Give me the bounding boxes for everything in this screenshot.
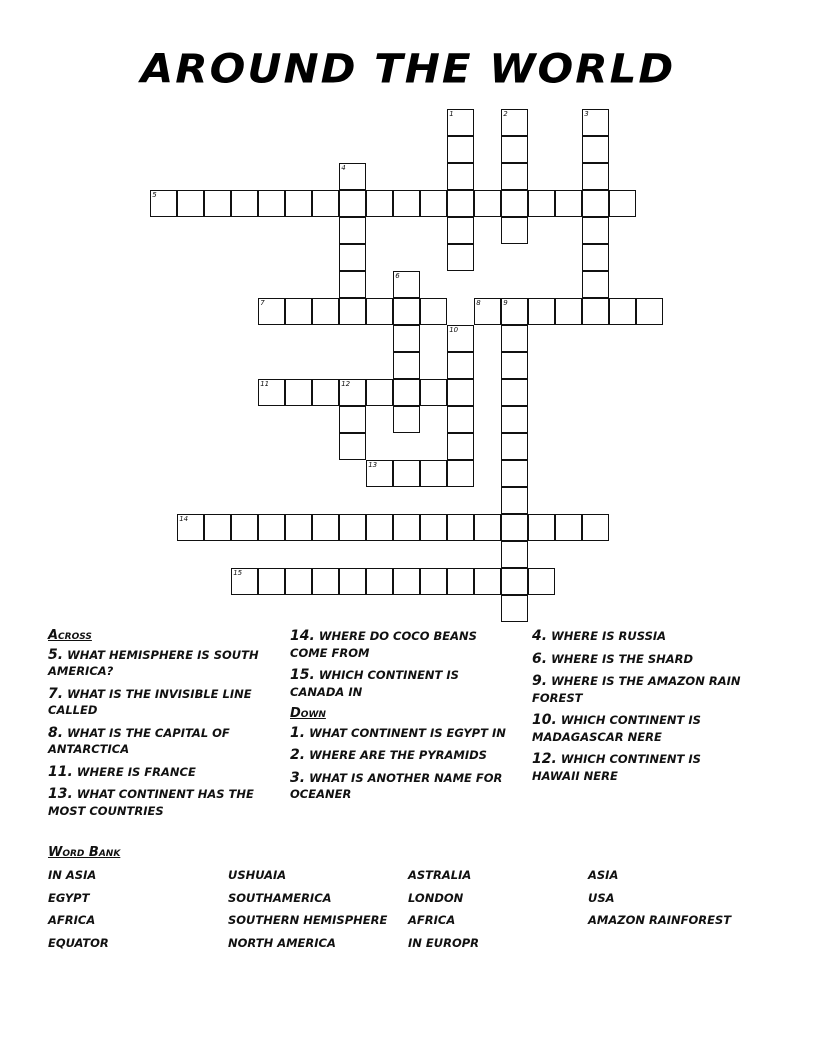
crossword-cell[interactable] <box>420 379 447 406</box>
clue-number: 13. <box>48 786 73 802</box>
clue-text: WHICH CONTINENT IS MADAGASCAR NERE <box>532 713 701 744</box>
crossword-cell[interactable] <box>393 406 420 433</box>
crossword-cell[interactable] <box>231 514 258 541</box>
clue-down-6 <box>532 651 752 668</box>
crossword-cell[interactable] <box>528 190 555 217</box>
crossword-cell[interactable] <box>582 271 609 298</box>
clue-number: 2. <box>290 747 306 763</box>
clue-number: 4. <box>532 628 548 644</box>
cell-number: 1 <box>449 110 454 119</box>
crossword-cell[interactable] <box>420 298 447 325</box>
crossword-cell[interactable] <box>285 514 312 541</box>
word-bank-item: AFRICA <box>408 913 456 928</box>
clue-text: WHAT IS THE INVISIBLE LINE CALLED <box>48 686 252 717</box>
crossword-cell[interactable] <box>177 190 204 217</box>
crossword-cell[interactable] <box>528 568 555 595</box>
clues-column-2 <box>290 628 510 809</box>
crossword-cell[interactable] <box>258 298 285 325</box>
crossword-cell[interactable] <box>501 406 528 433</box>
word-bank-item <box>588 936 768 959</box>
cell-number: 12 <box>341 380 351 389</box>
clue-text: WHAT HEMISPHERE IS SOUTH AMERICA? <box>48 647 259 678</box>
crossword-cell[interactable] <box>447 460 474 487</box>
clue-down-12 <box>532 751 752 784</box>
across-header: Across <box>48 628 92 643</box>
crossword-cell[interactable] <box>312 379 339 406</box>
crossword-cell[interactable] <box>582 190 609 217</box>
crossword-cell[interactable] <box>393 190 420 217</box>
crossword-cell[interactable] <box>447 109 474 136</box>
clue-text: WHICH CONTINENT IS HAWAII NERE <box>532 752 701 783</box>
clue-across-7 <box>48 686 273 719</box>
crossword-cell[interactable] <box>285 379 312 406</box>
cell-number: 4 <box>341 164 346 173</box>
crossword-cell[interactable] <box>501 217 528 244</box>
clue-text: WHERE IS RUSSIA <box>551 629 667 643</box>
crossword-cell[interactable] <box>339 298 366 325</box>
crossword-cell[interactable] <box>447 136 474 163</box>
crossword-cell[interactable] <box>447 379 474 406</box>
crossword-cell[interactable] <box>339 217 366 244</box>
word-bank-item: EQUATOR <box>48 935 109 950</box>
clue-across-8 <box>48 725 273 758</box>
crossword-cell[interactable] <box>420 568 447 595</box>
crossword-cell[interactable] <box>501 514 528 541</box>
crossword-cell[interactable] <box>204 190 231 217</box>
word-bank-item: USHUAIA <box>228 868 287 882</box>
crossword-cell[interactable] <box>474 568 501 595</box>
crossword-cell[interactable] <box>312 514 339 541</box>
clue-number: 5. <box>48 646 64 663</box>
crossword-cell[interactable] <box>339 568 366 595</box>
crossword-cell[interactable] <box>447 406 474 433</box>
crossword-cell[interactable] <box>420 460 447 487</box>
crossword-cell[interactable] <box>501 460 528 487</box>
clue-across-13 <box>48 786 273 819</box>
crossword-cell[interactable] <box>447 163 474 190</box>
crossword-cell[interactable] <box>420 514 447 541</box>
clue-across-14 <box>290 628 510 661</box>
crossword-cell[interactable] <box>447 217 474 244</box>
word-bank-item: SOUTHAMERICA <box>228 890 332 905</box>
crossword-cell[interactable] <box>501 109 528 136</box>
clue-text: WHERE IS THE SHARD <box>551 651 694 666</box>
crossword-cell[interactable] <box>501 595 528 622</box>
crossword-cell[interactable] <box>474 514 501 541</box>
crossword-cell[interactable] <box>177 514 204 541</box>
crossword-cell[interactable] <box>339 379 366 406</box>
clue-down-9 <box>532 673 752 706</box>
cell-number: 13 <box>368 461 378 470</box>
crossword-cell[interactable] <box>447 433 474 460</box>
clue-down-4 <box>532 628 752 645</box>
cell-number: 2 <box>503 110 508 119</box>
crossword-cell[interactable] <box>312 298 339 325</box>
word-bank-item: USA <box>588 890 615 905</box>
word-bank-header: Word Bank <box>48 845 121 860</box>
word-bank-item: ASTRALIA <box>408 868 472 882</box>
clue-down-3 <box>290 770 510 803</box>
crossword-cell[interactable] <box>312 190 339 217</box>
crossword-cell[interactable] <box>636 298 663 325</box>
clue-number: 6. <box>532 650 548 667</box>
crossword-cell[interactable] <box>339 514 366 541</box>
crossword-cell[interactable] <box>366 190 393 217</box>
crossword-grid <box>151 110 691 630</box>
crossword-cell[interactable] <box>285 298 312 325</box>
clue-number: 1. <box>290 724 306 741</box>
clue-down-10 <box>532 712 752 745</box>
crossword-cell[interactable] <box>393 271 420 298</box>
crossword-cell[interactable] <box>447 514 474 541</box>
word-bank-item: LONDON <box>408 890 464 905</box>
clue-down-1 <box>290 725 510 742</box>
clue-across-15 <box>290 667 510 700</box>
crossword-cell[interactable] <box>366 460 393 487</box>
crossword-cell[interactable] <box>258 379 285 406</box>
crossword-cell[interactable] <box>582 109 609 136</box>
clue-number: 3. <box>290 769 306 786</box>
crossword-cell[interactable] <box>447 325 474 352</box>
crossword-cell[interactable] <box>339 406 366 433</box>
crossword-cell[interactable] <box>447 190 474 217</box>
crossword-cell[interactable] <box>501 163 528 190</box>
clue-text: WHAT CONTINENT HAS THE MOST COUNTRIES <box>48 787 254 818</box>
cell-number: 15 <box>233 569 243 578</box>
crossword-cell[interactable] <box>393 298 420 325</box>
clue-text: WHERE DO COCO BEANS COME FROM <box>290 629 477 660</box>
crossword-cell[interactable] <box>366 568 393 595</box>
clue-number: 15. <box>290 667 315 683</box>
crossword-cell[interactable] <box>258 190 285 217</box>
crossword-cell[interactable] <box>393 379 420 406</box>
clue-down-2 <box>290 747 510 764</box>
crossword-cell[interactable] <box>555 298 582 325</box>
crossword-cell[interactable] <box>447 244 474 271</box>
crossword-cell[interactable] <box>528 514 555 541</box>
word-bank <box>48 868 768 958</box>
crossword-cell[interactable] <box>582 244 609 271</box>
down-header: Down <box>290 706 326 721</box>
crossword-cell[interactable] <box>501 298 528 325</box>
page-title: AROUND THE WORLD <box>140 45 676 92</box>
word-bank-item: ASIA <box>588 868 619 882</box>
clue-number: 8. <box>48 724 64 741</box>
crossword-cell[interactable] <box>582 163 609 190</box>
crossword-cell[interactable] <box>258 514 285 541</box>
crossword-cell[interactable] <box>231 190 258 217</box>
crossword-cell[interactable] <box>393 325 420 352</box>
crossword-cell[interactable] <box>366 379 393 406</box>
word-bank-item: IN EUROPR <box>408 935 480 950</box>
cell-number: 7 <box>260 299 265 308</box>
clues-column-3 <box>532 628 752 790</box>
clue-number: 7. <box>48 685 64 702</box>
crossword-cell[interactable] <box>501 541 528 568</box>
clue-text: WHICH CONTINENT IS CANADA IN <box>290 668 459 699</box>
word-bank-item: AMAZON RAINFOREST <box>588 913 732 928</box>
crossword-cell[interactable] <box>582 217 609 244</box>
cell-number: 6 <box>395 272 400 281</box>
crossword-cell[interactable] <box>366 298 393 325</box>
crossword-cell[interactable] <box>501 487 528 514</box>
word-bank-item: SOUTHERN HEMISPHERE <box>228 913 388 928</box>
clue-number: 14. <box>290 628 315 644</box>
crossword-cell[interactable] <box>204 514 231 541</box>
crossword-cell[interactable] <box>447 568 474 595</box>
clue-text: WHERE IS FRANCE <box>76 764 196 779</box>
crossword-cell[interactable] <box>555 514 582 541</box>
clue-across-5 <box>48 647 273 680</box>
crossword-cell[interactable] <box>474 298 501 325</box>
crossword-cell[interactable] <box>393 514 420 541</box>
cell-number: 8 <box>476 299 481 308</box>
crossword-cell[interactable] <box>393 460 420 487</box>
crossword-cell[interactable] <box>285 568 312 595</box>
crossword-cell[interactable] <box>501 136 528 163</box>
crossword-cell[interactable] <box>582 298 609 325</box>
crossword-cell[interactable] <box>312 568 339 595</box>
crossword-cell[interactable] <box>285 190 312 217</box>
clue-number: 11. <box>48 763 73 780</box>
crossword-cell[interactable] <box>339 163 366 190</box>
crossword-cell[interactable] <box>366 514 393 541</box>
cell-number: 10 <box>449 326 459 335</box>
clue-number: 10. <box>532 712 557 728</box>
clue-text: WHAT IS THE CAPITAL OF ANTARCTICA <box>48 725 230 756</box>
crossword-cell[interactable] <box>447 352 474 379</box>
cell-number: 5 <box>152 191 157 200</box>
cell-number: 3 <box>584 110 589 119</box>
crossword-cell[interactable] <box>420 190 447 217</box>
crossword-cell[interactable] <box>609 298 636 325</box>
crossword-cell[interactable] <box>339 244 366 271</box>
word-bank-item: NORTH AMERICA <box>228 935 336 950</box>
crossword-cell[interactable] <box>609 190 636 217</box>
word-bank-item: IN ASIA <box>48 868 97 882</box>
word-bank-item: EGYPT <box>48 890 90 905</box>
clue-number: 9. <box>532 673 548 689</box>
word-bank-item: AFRICA <box>48 913 96 928</box>
clue-text: WHERE IS THE AMAZON RAIN FOREST <box>532 674 741 705</box>
crossword-cell[interactable] <box>231 568 258 595</box>
crossword-cell[interactable] <box>339 433 366 460</box>
crossword-cell[interactable] <box>393 352 420 379</box>
crossword-cell[interactable] <box>528 298 555 325</box>
clue-number: 12. <box>532 751 557 767</box>
crossword-cell[interactable] <box>501 433 528 460</box>
cell-number: 9 <box>503 299 508 308</box>
crossword-cell[interactable] <box>501 190 528 217</box>
crossword-cell[interactable] <box>582 514 609 541</box>
crossword-cell[interactable] <box>258 568 285 595</box>
crossword-cell[interactable] <box>501 379 528 406</box>
cell-number: 14 <box>179 515 189 524</box>
crossword-cell[interactable] <box>555 190 582 217</box>
crossword-cell[interactable] <box>339 271 366 298</box>
crossword-cell[interactable] <box>582 136 609 163</box>
crossword-cell[interactable] <box>501 568 528 595</box>
clue-text: WHAT CONTINENT IS EGYPT IN <box>309 725 506 740</box>
crossword-cell[interactable] <box>150 190 177 217</box>
clue-text: WHAT IS ANOTHER NAME FOR OCEANER <box>290 770 503 801</box>
crossword-cell[interactable] <box>501 325 528 352</box>
crossword-cell[interactable] <box>393 568 420 595</box>
crossword-cell[interactable] <box>501 352 528 379</box>
crossword-cell[interactable] <box>339 190 366 217</box>
cell-number: 11 <box>260 380 270 389</box>
clue-across-11 <box>48 764 273 781</box>
clues-column-1 <box>48 628 273 825</box>
clue-text: WHERE ARE THE PYRAMIDS <box>309 748 487 762</box>
crossword-cell[interactable] <box>474 190 501 217</box>
